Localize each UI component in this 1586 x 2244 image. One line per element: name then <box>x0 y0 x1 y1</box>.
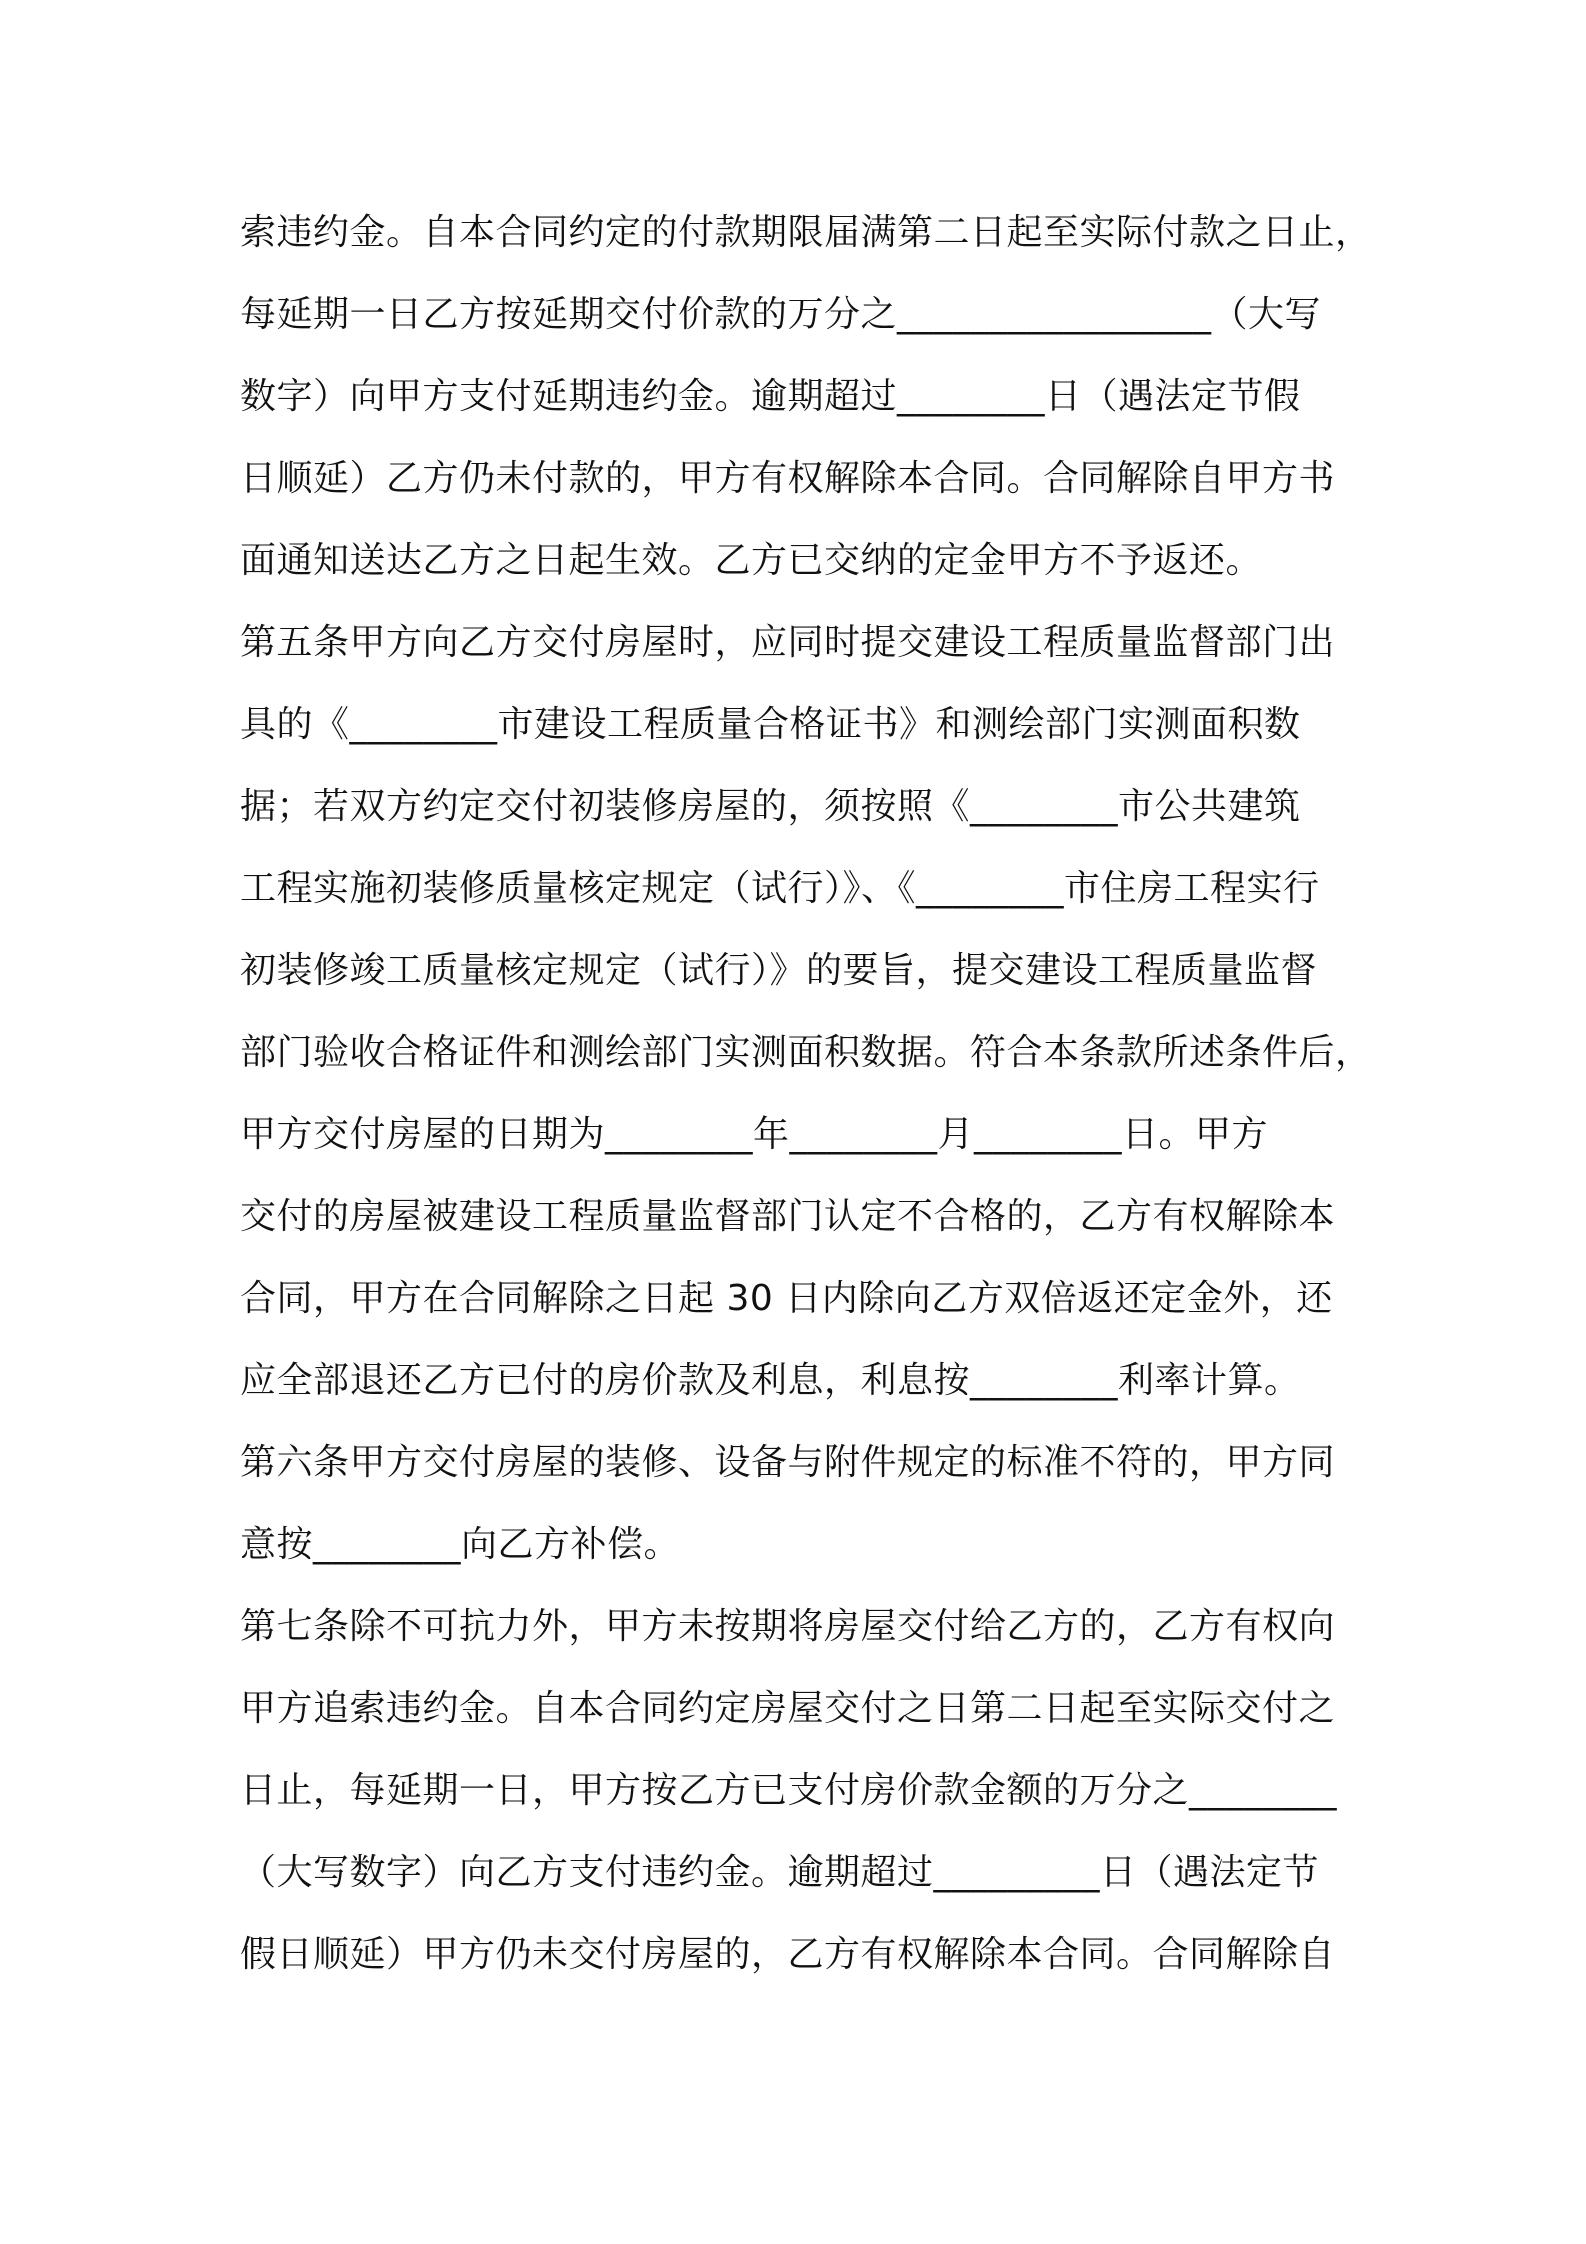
text-line: 工程实施初装修质量核定规定（试行）》、《________市住房工程实行 <box>240 868 1320 909</box>
text-line: 交付的房屋被建设工程质量监督部门认定不合格的，乙方有权解除本 <box>240 1196 1336 1237</box>
text-line: 每延期一日乙方按延期交付价款的万分之_________________（大写 <box>240 294 1322 335</box>
text-line: 日止，每延期一日，甲方按乙方已支付房价款金额的万分之________ <box>240 1770 1338 1811</box>
text-line: （大写数字）向乙方支付违约金。逾期超过_________日（遇法定节 <box>240 1852 1320 1893</box>
text-line: 第六条甲方交付房屋的装修、设备与附件规定的标准不符的，甲方同 <box>240 1442 1336 1483</box>
text-line: 第五条甲方向乙方交付房屋时，应同时提交建设工程质量监督部门出 <box>240 622 1336 663</box>
text-line: 部门验收合格证件和测绘部门实测面积数据。符合本条款所述条件后， <box>240 1032 1372 1073</box>
text-line: 应全部退还乙方已付的房价款及利息，利息按________利率计算。 <box>240 1360 1301 1401</box>
text-line: 数字）向甲方支付延期违约金。逾期超过________日（遇法定节假 <box>240 376 1301 417</box>
text-line: 意按________向乙方补偿。 <box>240 1524 681 1565</box>
text-line: 面通知送达乙方之日起生效。乙方已交纳的定金甲方不予返还。 <box>240 540 1263 581</box>
text-line: 初装修竣工质量核定规定（试行）》的要旨，提交建设工程质量监督 <box>240 950 1318 991</box>
text-line: 假日顺延）甲方仍未交付房屋的，乙方有权解除本合同。合同解除自 <box>240 1934 1336 1975</box>
text-line: 合同，甲方在合同解除之日起 30 日内除向乙方双倍返还定金外，还 <box>240 1278 1333 1319</box>
contract-body-text <box>240 192 1372 1996</box>
text-line: 日顺延）乙方仍未付款的，甲方有权解除本合同。合同解除自甲方书 <box>240 458 1336 499</box>
text-line: 索违约金。自本合同约定的付款期限届满第二日起至实际付款之日止， <box>240 212 1372 253</box>
text-line: 据；若双方约定交付初装修房屋的，须按照《________市公共建筑 <box>240 786 1301 827</box>
text-line: 第七条除不可抗力外，甲方未按期将房屋交付给乙方的，乙方有权向 <box>240 1606 1336 1647</box>
text-line: 具的《________市建设工程质量合格证书》和测绘部门实测面积数 <box>240 704 1301 745</box>
text-line: 甲方追索违约金。自本合同约定房屋交付之日第二日起至实际交付之 <box>240 1688 1336 1729</box>
text-line: 甲方交付房屋的日期为________年________月________日。甲方 <box>240 1114 1269 1155</box>
